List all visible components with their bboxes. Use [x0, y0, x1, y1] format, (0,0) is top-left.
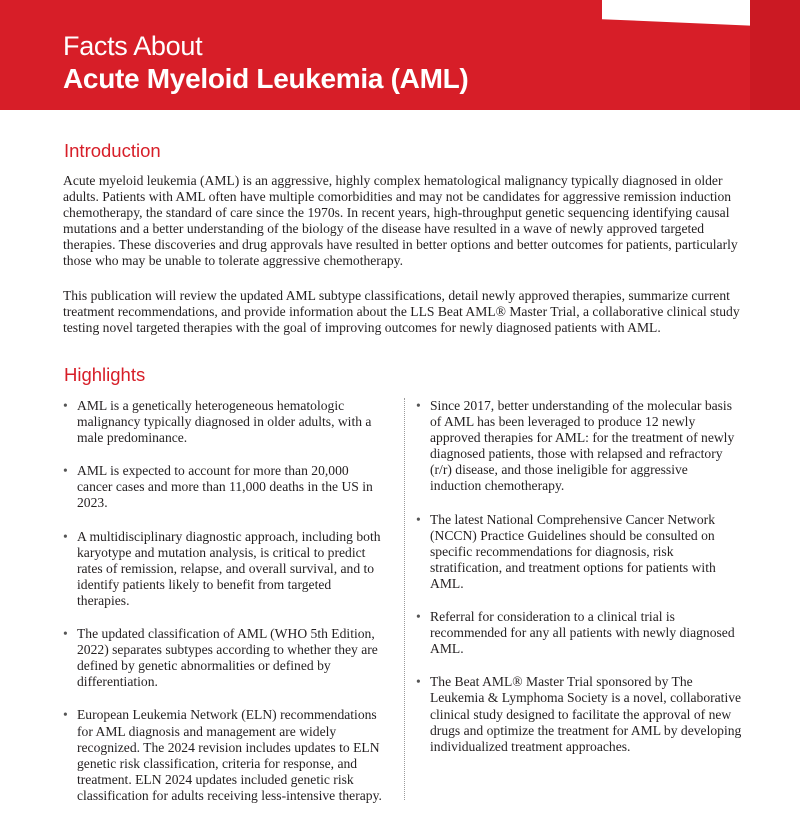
page-title: Acute Myeloid Leukemia (AML): [63, 63, 469, 94]
list-item: • European Leukemia Network (ELN) recommendations for AML diagnosis and management are widely recognized. The 2024 revision includes updates to ELN genetic risk classification, criteria for response, and treatment. ELN 2024 updates included genetic risk classification for adults receiving less-intensive therapy.: [63, 707, 382, 803]
highlights-right-column: [416, 398, 742, 772]
bullet-icon: •: [63, 626, 68, 642]
column-divider: [404, 398, 405, 800]
bullet-icon: •: [63, 398, 68, 413]
list-item: • The latest National Comprehensive Cancer Network (NCCN) Practice Guidelines should be consulted on specific recommendations for diagnosis, risk stratification, and treatment options for patients with AML.: [416, 511, 716, 591]
list-item: • AML is expected to account for more than 20,000 cancer cases and more than 11,000 deaths in the US in 2023.: [63, 463, 373, 511]
list-item: • The updated classification of AML (WHO 5th Edition, 2022) separates subtypes according to whether they are defined by genetic abnormalities or defined by differentiation.: [63, 626, 378, 690]
bullet-icon: •: [63, 463, 68, 479]
title-line-1: Facts About: [63, 31, 203, 61]
bullet-icon: •: [416, 511, 421, 527]
introduction-heading: Introduction: [64, 140, 161, 161]
highlights-left-column: [63, 398, 385, 821]
bullet-icon: •: [416, 609, 421, 625]
list-item: • Referral for consideration to a clinical trial is recommended for any all patients with newly diagnosed AML.: [416, 609, 735, 657]
list-item: • AML is a genetically heterogeneous hematologic malignancy typically diagnosed in older adults, with a male predominance.: [63, 398, 372, 446]
header-fold-decoration: [750, 0, 800, 110]
bullet-icon: •: [416, 398, 421, 413]
list-item: • Since 2017, better understanding of the molecular basis of AML has been leveraged to produce 12 newly approved therapies for AML: for the treatment of newly diagnosed patients, those with relapsed and refractory (r/r) disease, and those ineligible for aggressive induction chemotherapy.: [416, 398, 735, 494]
intro-paragraph-2: This publication will review the updated AML subtype classifications, detail newly approved therapies, summarize current treatment recommendations, and provide information about the LLS Beat AML® Master Trial, a collaborative clinical study testing novel targeted therapies with the goal of improving outcomes for newly diagnosed patients with AML.: [63, 288, 740, 336]
bullet-icon: •: [416, 674, 421, 690]
bullet-icon: •: [63, 528, 68, 544]
bullet-icon: •: [63, 707, 68, 723]
intro-paragraph-1: Acute myeloid leukemia (AML) is an aggressive, highly complex hematological malignancy typically diagnosed in older adults. Patients with AML often have multiple comorbidities and may not be candidates for aggressive remission induction chemotherapy, the standard of care since the 1970s. In recent years, high-throughput genetic sequencing identifying causal mutations and a better understanding of the biology of the disease have resulted in a wave of newly approved targeted therapies. These discoveries and drug approvals have resulted in better options and better outcomes for patients, particularly those who may be unable to tolerate aggressive chemotherapy.: [63, 173, 738, 269]
list-item: • The Beat AML® Master Trial sponsored by The Leukemia & Lymphoma Society is a novel, collaborative clinical study designed to facilitate the approval of new drugs and optimize the treatment for AML by developing individualized treatment approaches.: [416, 674, 742, 754]
highlights-heading: Highlights: [64, 364, 146, 385]
list-item: • A multidisciplinary diagnostic approach, including both karyotype and mutation analysis, is critical to predict rates of remission, relapse, and overall survival, and to identify patients likely to benefit from targeted therapies.: [63, 528, 381, 608]
